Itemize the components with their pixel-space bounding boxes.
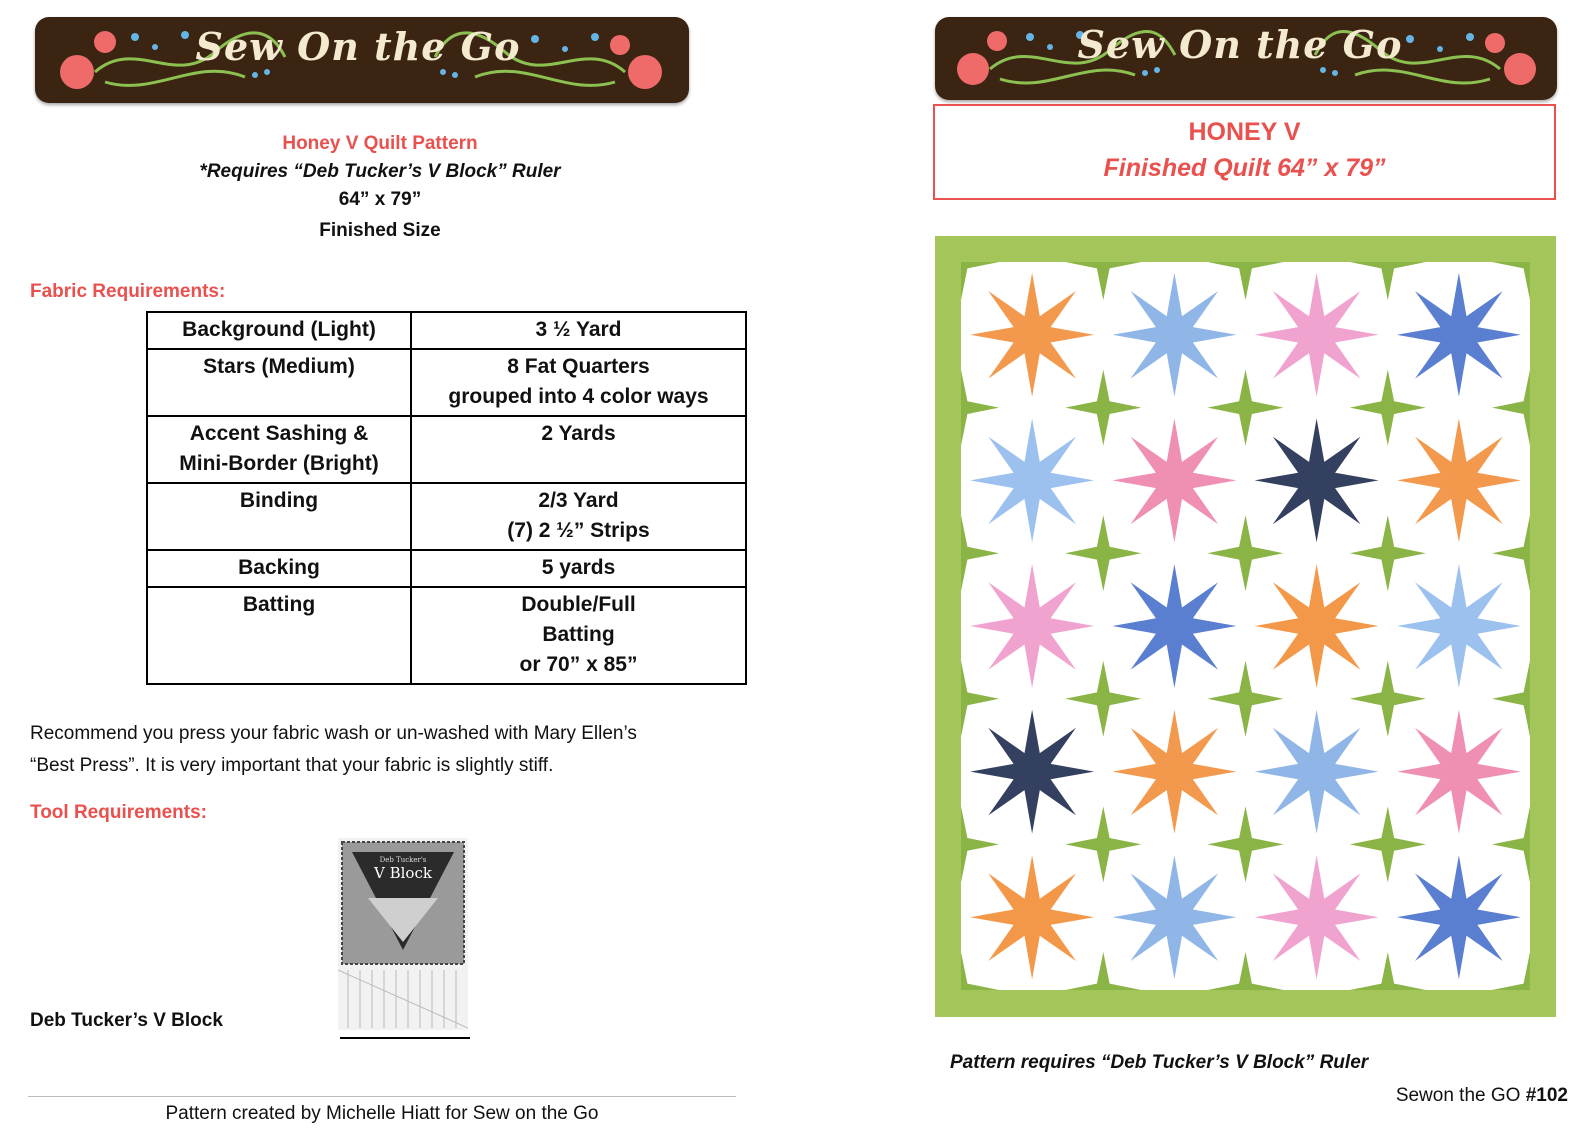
fabric-item-cell xyxy=(147,416,411,483)
tool-requirements-heading: Tool Requirements: xyxy=(30,802,207,823)
quilt-star xyxy=(1112,418,1236,542)
accent-star xyxy=(1065,806,1141,882)
fabric-item-cell xyxy=(147,312,411,349)
fabric-requirements-heading: Fabric Requirements: xyxy=(30,281,226,302)
accent-star xyxy=(1350,370,1426,446)
brand-banner xyxy=(35,17,689,103)
accent-star xyxy=(1350,515,1426,591)
fabric-item-cell xyxy=(147,550,411,587)
fabric-requirements-table xyxy=(146,311,747,685)
pressing-line-1: Recommend you press your fabric wash or un-washed with Mary Ellen’s xyxy=(30,723,637,744)
fabric-amount-cell xyxy=(411,483,746,550)
accent-star xyxy=(1350,806,1426,882)
accent-star xyxy=(1065,661,1141,737)
fabric-item-cell xyxy=(147,349,411,416)
fabric-row xyxy=(147,587,746,684)
quilt-star xyxy=(970,273,1094,397)
fabric-amount-cell xyxy=(411,416,746,483)
quilt-caption: Pattern requires “Deb Tucker’s V Block” Ruler xyxy=(950,1052,1369,1073)
brand-logo-text: Sew On the Go xyxy=(195,24,521,69)
tool-name: Deb Tucker’s V Block xyxy=(30,1010,223,1031)
footer-divider xyxy=(28,1096,736,1097)
quilt-heading-box xyxy=(933,104,1556,200)
quilt-star xyxy=(1112,710,1236,834)
fabric-row xyxy=(147,349,746,416)
quilt-star xyxy=(1112,273,1236,397)
quilt-star xyxy=(970,855,1094,979)
fabric-amount-text: 2/3 Yard xyxy=(538,489,619,512)
fabric-amount-text: 2 Yards xyxy=(541,422,616,445)
fabric-row xyxy=(147,312,746,349)
accent-star xyxy=(1208,661,1284,737)
fabric-amount-text: 8 Fat Quarters xyxy=(507,355,650,378)
tool-underline xyxy=(340,1037,470,1039)
accent-star xyxy=(1208,515,1284,591)
quilt-star xyxy=(1112,564,1236,688)
fabric-amount-text: Batting xyxy=(542,623,615,646)
pattern-id-number: #102 xyxy=(1525,1085,1568,1106)
quilt-star xyxy=(1397,273,1521,397)
fabric-amount-cell xyxy=(411,349,746,416)
fabric-item-text: Stars (Medium) xyxy=(203,355,355,378)
fabric-amount-cell xyxy=(411,550,746,587)
quilt-star xyxy=(1255,564,1379,688)
fabric-item-text: Batting xyxy=(242,593,316,616)
quilt-star xyxy=(1255,418,1379,542)
fabric-amount-text: (7) 2 ½” Strips xyxy=(507,519,650,542)
quilt-image xyxy=(935,236,1556,1017)
accent-star xyxy=(1350,661,1426,737)
pressing-line-2: “Best Press”. It is very important that your fabric is slightly stiff. xyxy=(30,755,554,776)
fabric-item-text: Background (Light) xyxy=(182,318,376,341)
finished-size-label: Finished Size xyxy=(319,220,441,241)
accent-star xyxy=(1208,370,1284,446)
fabric-item-text: Backing xyxy=(238,556,320,579)
quilt-star xyxy=(970,564,1094,688)
ruler-brand-text: Deb Tucker's xyxy=(379,856,427,864)
footer-credit: Pattern created by Michelle Hiatt for Sew on the Go xyxy=(165,1103,599,1124)
accent-star xyxy=(1208,806,1284,882)
quilt-star xyxy=(1397,855,1521,979)
accent-star xyxy=(1065,515,1141,591)
quilt-star xyxy=(1397,564,1521,688)
fabric-amount-text: Double/Full xyxy=(521,593,636,616)
fabric-amount-cell xyxy=(411,587,746,684)
quilt-star xyxy=(1255,855,1379,979)
fabric-item-text: Accent Sashing & xyxy=(189,422,369,445)
pattern-title: Honey V Quilt Pattern xyxy=(282,133,478,154)
pressing-recommendation xyxy=(30,718,750,782)
fabric-amount-text: or 70” x 85” xyxy=(519,653,638,676)
quilt-star xyxy=(970,418,1094,542)
pattern-header xyxy=(30,130,730,245)
quilt-star xyxy=(970,710,1094,834)
quilt-name: HONEY V xyxy=(1188,118,1301,146)
brand-banner-right xyxy=(935,17,1557,100)
v-block-ruler-image xyxy=(338,838,468,1030)
brand-logo-text: Sew On the Go xyxy=(1077,22,1403,67)
fabric-row xyxy=(147,483,746,550)
pattern-id xyxy=(1396,1085,1568,1107)
pattern-id-prefix: Sewon the GO xyxy=(1395,1085,1526,1106)
fabric-amount-text: grouped into 4 color ways xyxy=(448,385,709,408)
fabric-amount-cell xyxy=(411,312,746,349)
quilt-star xyxy=(1397,710,1521,834)
fabric-row xyxy=(147,550,746,587)
fabric-item-text: Mini-Border (Bright) xyxy=(179,452,379,475)
quilt-stars xyxy=(935,236,1556,1017)
quilt-star xyxy=(1397,418,1521,542)
quilt-star xyxy=(1112,855,1236,979)
accent-star xyxy=(1065,370,1141,446)
ruler-product-text: V Block xyxy=(374,864,432,882)
fabric-item-cell xyxy=(147,587,411,684)
finished-size-value: 64” x 79” xyxy=(338,189,422,210)
quilt-star xyxy=(1255,710,1379,834)
fabric-amount-text: 3 ½ Yard xyxy=(535,318,622,341)
fabric-amount-text: 5 yards xyxy=(541,556,616,579)
fabric-item-text: Binding xyxy=(239,489,319,512)
ruler-requirement-note: *Requires “Deb Tucker’s V Block” Ruler xyxy=(199,161,561,182)
fabric-item-cell xyxy=(147,483,411,550)
quilt-finished-size: Finished Quilt 64” x 79” xyxy=(1103,154,1386,182)
fabric-row xyxy=(147,416,746,483)
quilt-star xyxy=(1255,273,1379,397)
